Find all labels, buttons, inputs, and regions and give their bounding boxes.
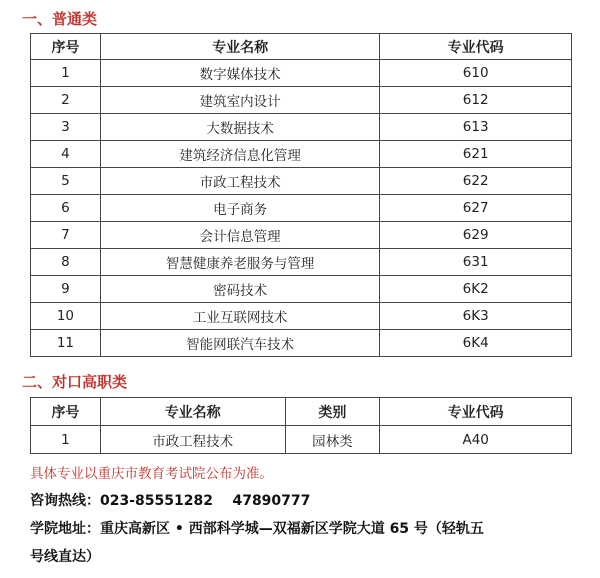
- hotline-label: 咨询热线：: [30, 493, 100, 509]
- table-row: [31, 303, 572, 330]
- row-no: 10: [31, 303, 101, 330]
- row-major-code: 629: [380, 222, 572, 249]
- header-code: 专业代码: [380, 34, 572, 60]
- table-row: [31, 330, 572, 357]
- address-continued: [30, 546, 100, 566]
- row-no: 8: [31, 249, 101, 276]
- row-major-name: 工业互联网技术: [100, 303, 379, 330]
- header-name: 专业名称: [100, 398, 285, 426]
- row-no: 1: [31, 60, 101, 87]
- row-major-code: 6K2: [380, 276, 572, 303]
- row-major-code: 631: [380, 249, 572, 276]
- row-major-code: 621: [380, 141, 572, 168]
- row-major-name: 市政工程技术: [100, 168, 379, 195]
- row-no: 6: [31, 195, 101, 222]
- row-no: 11: [31, 330, 101, 357]
- row-major-name: 大数据技术: [100, 114, 379, 141]
- row-no: 2: [31, 87, 101, 114]
- row-major-name: 电子商务: [100, 195, 379, 222]
- table-row: [31, 195, 572, 222]
- section1-title: 一、普通类: [22, 10, 98, 28]
- table-header-row: [31, 34, 572, 60]
- row-major-code: 622: [380, 168, 572, 195]
- section2-title: 二、对口高职类: [22, 373, 128, 391]
- row-major-code: 627: [380, 195, 572, 222]
- row-major-name: 智慧健康养老服务与管理: [100, 249, 379, 276]
- row-no: 4: [31, 141, 101, 168]
- row-no: 9: [31, 276, 101, 303]
- row-no: 3: [31, 114, 101, 141]
- table-row: [31, 114, 572, 141]
- table-row: [31, 249, 572, 276]
- table-row: [31, 87, 572, 114]
- header-name: 专业名称: [100, 34, 379, 60]
- row-category: 园林类: [285, 426, 380, 454]
- row-major-name: 智能网联汽车技术: [100, 330, 379, 357]
- row-no: 1: [31, 426, 101, 454]
- hotline: [30, 490, 310, 510]
- address-line1: 重庆高新区 • 西部科学城—双福新区学院大道 65 号（轻轨五: [100, 521, 484, 537]
- table-row: [31, 276, 572, 303]
- vocational-majors-table: [30, 397, 572, 454]
- row-major-name: 建筑室内设计: [100, 87, 379, 114]
- table-header-row: [31, 398, 572, 426]
- table-row: [31, 426, 572, 454]
- row-major-code: 6K3: [380, 303, 572, 330]
- row-major-code: A40: [380, 426, 572, 454]
- address-line2: 号线直达）: [30, 549, 100, 565]
- general-majors-table: [30, 33, 572, 357]
- table-row: [31, 168, 572, 195]
- address-label: 学院地址：: [30, 521, 100, 537]
- row-major-name: 密码技术: [100, 276, 379, 303]
- row-no: 5: [31, 168, 101, 195]
- row-major-code: 612: [380, 87, 572, 114]
- row-no: 7: [31, 222, 101, 249]
- header-category: 类别: [285, 398, 380, 426]
- header-no: 序号: [31, 34, 101, 60]
- row-major-name: 市政工程技术: [100, 426, 285, 454]
- table-row: [31, 141, 572, 168]
- table-row: [31, 60, 572, 87]
- row-major-name: 会计信息管理: [100, 222, 379, 249]
- address: [30, 518, 484, 538]
- table-row: [31, 222, 572, 249]
- header-code: 专业代码: [380, 398, 572, 426]
- notice-text: 具体专业以重庆市教育考试院公布为准。: [30, 466, 273, 482]
- row-major-name: 数字媒体技术: [100, 60, 379, 87]
- row-major-code: 610: [380, 60, 572, 87]
- row-major-name: 建筑经济信息化管理: [100, 141, 379, 168]
- row-major-code: 613: [380, 114, 572, 141]
- row-major-code: 6K4: [380, 330, 572, 357]
- header-no: 序号: [31, 398, 101, 426]
- hotline-value: 023-85551282 47890777: [100, 493, 311, 509]
